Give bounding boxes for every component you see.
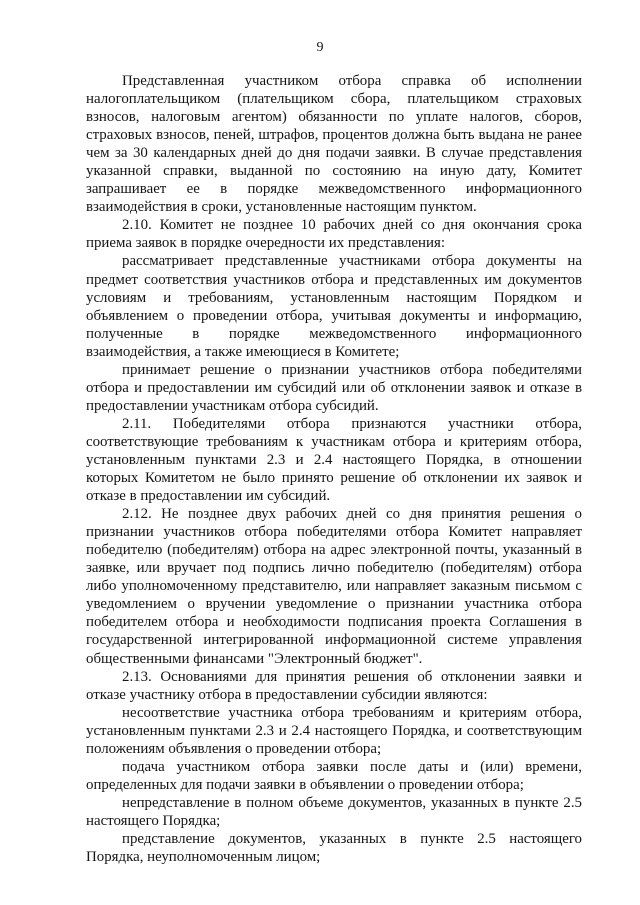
paragraph-2-10-review: рассматривает представленные участниками отбора документы на предмет соответствия участников отбора и представленных им документов условиям и требованиям, установленным настоящим Порядком и объявлением о проведении отбора, учитывая документы и информацию, полученные в порядке межведомственного информационного взаимодействия, а также имеющиеся в Комитете; bbox=[86, 253, 582, 360]
paragraph-2-10-decision: принимает решение о признании участников отбора победителями отбора и предоставлении им субсидий или об отклонении заявок и отказе в предоставлении участникам отбора субсидий. bbox=[86, 361, 582, 414]
page-number: 9 bbox=[316, 40, 324, 55]
paragraph-2-13-incomplete-documents: непредставление в полном объеме документов, указанных в пункте 2.5 настоящего Порядка; bbox=[86, 794, 582, 829]
paragraph-2-12: 2.12. Не позднее двух рабочих дней со дня принятия решения о признании участников отбора победителями отбора Комитет направляет победителю (победителям) отбора на адрес электронной почты, указанный в заявке, или вручает под подпись лично победителю (победителям) отбора либо уполномоченному представителю, или направляет заказным письмом с уведомлением о вручении уведомление о признании участника отбора победителем отбора и необходимости подписания проекта Соглашения в государственной интегрированной информационной системе управления общественными финансами "Электронный бюджет". bbox=[86, 506, 582, 667]
paragraph-2-11: 2.11. Победителями отбора признаются участники отбора, соответствующие требованиям к участникам отбора и критериям отбора, установленным пунктами 2.3 и 2.4 настоящего Порядка, в отношении которых Комитетом не было принято решение об отклонении их заявок и отказе в предоставлении им субсидий. bbox=[86, 415, 582, 505]
paragraph-certificate-validity: Представленная участником отбора справка об исполнении налогоплательщиком (плательщиком сбора, плательщиком страховых взносов, налоговым агентом) обязанности по уплате налогов, сборов, страховых взносов, пеней, штрафов, процентов должна быть выдана не ранее чем за 30 календарных дней до дня подачи заявки. В случае представления указанной справки, выданной по состоянию на иную дату, Комитет запрашивает ее в порядке межведомственного информационного взаимодействия в сроки, установленные настоящим пунктом. bbox=[86, 73, 582, 216]
paragraph-2-13-unauthorized-person: представление документов, указанных в пункте 2.5 настоящего Порядка, неуполномоченным лицом; bbox=[86, 830, 582, 866]
document-body bbox=[86, 72, 582, 866]
paragraph-2-13-late-submission: подача участником отбора заявки после даты и (или) времени, определенных для подачи заявки в объявлении о проведении отбора; bbox=[86, 758, 582, 793]
paragraph-2-13: 2.13. Основаниями для принятия решения об отклонении заявки и отказе участнику отбора в предоставлении субсидии являются: bbox=[86, 668, 582, 703]
paragraph-2-10: 2.10. Комитет не позднее 10 рабочих дней со дня окончания срока приема заявок в порядке очередности их представления: bbox=[86, 217, 582, 252]
paragraph-2-13-noncompliance: несоответствие участника отбора требованиям и критериям отбора, установленным пунктами 2.3 и 2.4 настоящего Порядка, и соответствующим положениям объявления о проведении отбора; bbox=[86, 704, 582, 757]
